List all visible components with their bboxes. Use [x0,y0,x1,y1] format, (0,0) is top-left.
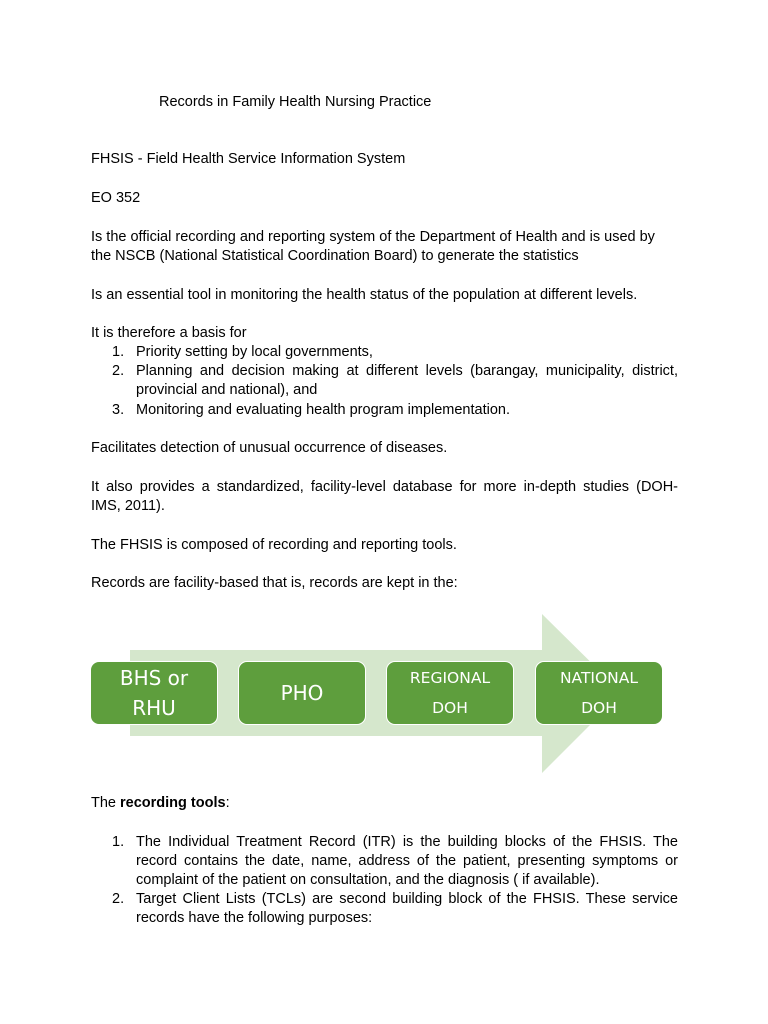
recording-bold: recording tools [120,795,226,811]
paragraph-database: It also provides a standardized, facility-level database for more in-depth studies (DOH- [91,479,678,495]
list-number: 1. [112,834,125,850]
list-number: 2. [112,363,125,379]
list-text: Target Client Lists (TCLs) are second building block of the FHSIS. These service [136,891,678,907]
fhsis-heading: FHSIS - Field Health Service Information System [91,151,406,167]
recording-suffix: : [225,795,230,811]
flow-box-pho [238,661,366,725]
list-number: 3. [112,402,125,418]
paragraph-database-cont: IMS, 2011). [91,498,165,514]
list-number: 2. [112,891,125,907]
flow-box-label: REGIONAL [409,669,491,687]
recording-tools-heading [91,794,230,813]
flow-box-label: NATIONAL [559,669,639,687]
basis-intro: It is therefore a basis for [91,325,247,341]
flow-box-bhs-rhu [90,661,218,725]
eo-number: EO 352 [91,190,141,206]
flow-box-label-2: DOH [432,699,468,717]
paragraph-essential-tool: Is an essential tool in monitoring the health status of the population at different levels. [91,287,638,303]
flow-box-label-2: DOH [581,699,617,717]
list-text: Priority setting by local governments, [136,344,373,360]
list-text: Planning and decision making at different levels (barangay, municipality, district, [136,363,678,379]
flow-box-national-doh [535,661,663,725]
list-number: 1. [112,344,125,360]
flow-box-label: PHO [280,681,324,705]
document-title: Records in Family Health Nursing Practice [159,94,432,110]
list-text-cont: provincial and national), and [136,382,318,398]
paragraph-composed: The FHSIS is composed of recording and reporting tools. [91,537,457,553]
flow-box-label-2: RHU [132,696,176,720]
flow-box-regional-doh [386,661,514,725]
flow-box-label: BHS or [119,666,189,690]
paragraph-official-system-cont: the NSCB (National Statistical Coordination Board) to generate the statistics [91,248,579,264]
list-text-cont: complaint of the patient on consultation, and the diagnosis ( if available). [136,872,600,888]
list-text-cont: record contains the date, name, address of the patient, presenting symptoms or [136,853,678,869]
recording-prefix: The [91,795,121,811]
list-text: Monitoring and evaluating health program implementation. [136,402,510,418]
paragraph-detection: Facilitates detection of unusual occurrence of diseases. [91,440,448,456]
list-text: The Individual Treatment Record (ITR) is the building blocks of the FHSIS. The [136,834,678,850]
paragraph-facility-based: Records are facility-based that is, records are kept in the: [91,575,458,591]
paragraph-official-system: Is the official recording and reporting system of the Department of Health and is used by [91,229,655,245]
list-text-cont: records have the following purposes: [136,910,373,926]
